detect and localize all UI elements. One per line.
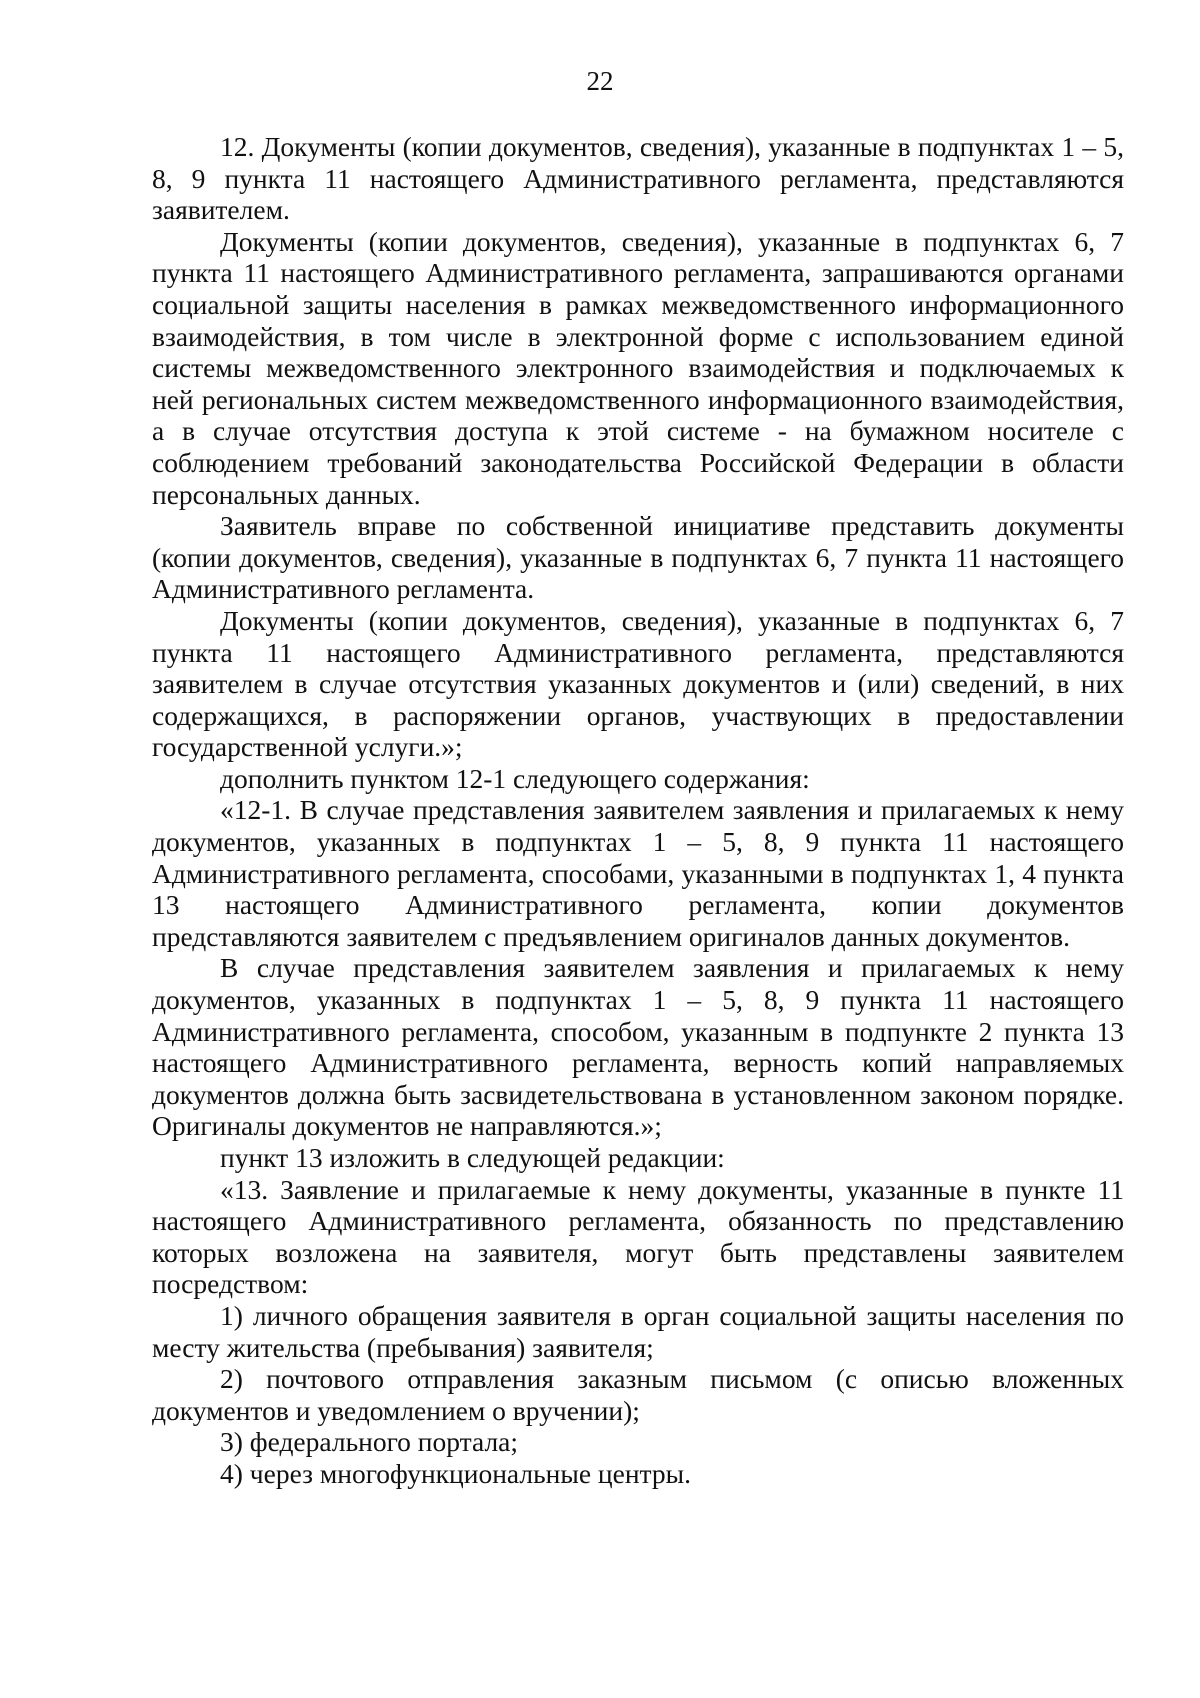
paragraph-12: 12. Документы (копии документов, сведения), указанные в подпунктах 1 – 5, 8, 9 пункта 11 настоящего Административного регламента, представляются заявителем. [152,131,1124,226]
paragraph-applicant-right: Заявитель вправе по собственной инициативе представить документы (копии документов, сведения), указанные в подпунктах 6, 7 пункта 11 настоящего Административного регламента. [152,510,1124,605]
paragraph-amend-12-1: дополнить пунктом 12-1 следующего содержания: [220,762,810,794]
list-item-4: 4) через многофункциональные центры. [220,1457,692,1489]
paragraph-amend-13: пункт 13 изложить в следующей редакции: [220,1142,725,1173]
list-item-2: 2) почтового отправления заказным письмом (с описью вложенных документов и уведомлением о вручении); [152,1363,1124,1426]
list-item-1: 1) личного обращения заявителя в орган социальной защиты населения по месту жительства (пребывания) заявителя; [152,1299,1124,1363]
paragraph-12-1: «12-1. В случае представления заявителем заявления и прилагаемых к нему документов, указанных в подпунктах 1 – 5, 8, 9 пункта 11 настоящего Административного регламента, способами, указанными в подпунктах 1, 4 пункта 13 настоящего Административного регламента, копии документов представляются заявителем с предъявлением оригиналов данных документов. [152,794,1124,952]
paragraph-applicant-provides: Документы (копии документов, сведения), указанные в подпунктах 6, 7 пункта 11 настоящего Административного регламента, представляются заявителем в случае отсутствия указанных документов и (или) сведений, в них содержащихся, в распоряжении органов, участвующих в предоставлении государственной услуги.»; [152,604,1124,763]
paragraph-interagency-request: Документы (копии документов, сведения), указанные в подпунктах 6, 7 пункта 11 настоящего Административного регламента, запрашиваются органами социальной защиты населения в рамках межведомственного информационного взаимодействия, в том числе в электронной форме с использованием единой системы межведомственного электронного взаимодействия и подключаемых к ней региональных систем межведомственного информационного взаимодействия, а в случае отсутствия доступа к этой системе - на бумажном носителе с соблюдением требований законодательства Российской Федерации в области персональных данных. [152,225,1124,510]
page-number: 22 [586,66,614,96]
list-item-3: 3) федерального портала; [220,1426,519,1458]
paragraph-postal-copies: В случае представления заявителем заявления и прилагаемых к нему документов, указанных в подпунктах 1 – 5, 8, 9 пункта 11 настоящего Административного регламента, способом, указанным в подпункте 2 пункта 13 настоящего Административного регламента, верность копий направляемых документов должна быть засвидетельствована в установленном законом порядке. Оригиналы документов не направляются.»; [152,952,1124,1142]
document-body [152,131,1124,1490]
paragraph-13: «13. Заявление и прилагаемые к нему документы, указанные в пункте 11 настоящего Административного регламента, обязанность по представлению которых возложена на заявителя, могут быть представлены заявителем посредством: [152,1173,1124,1300]
